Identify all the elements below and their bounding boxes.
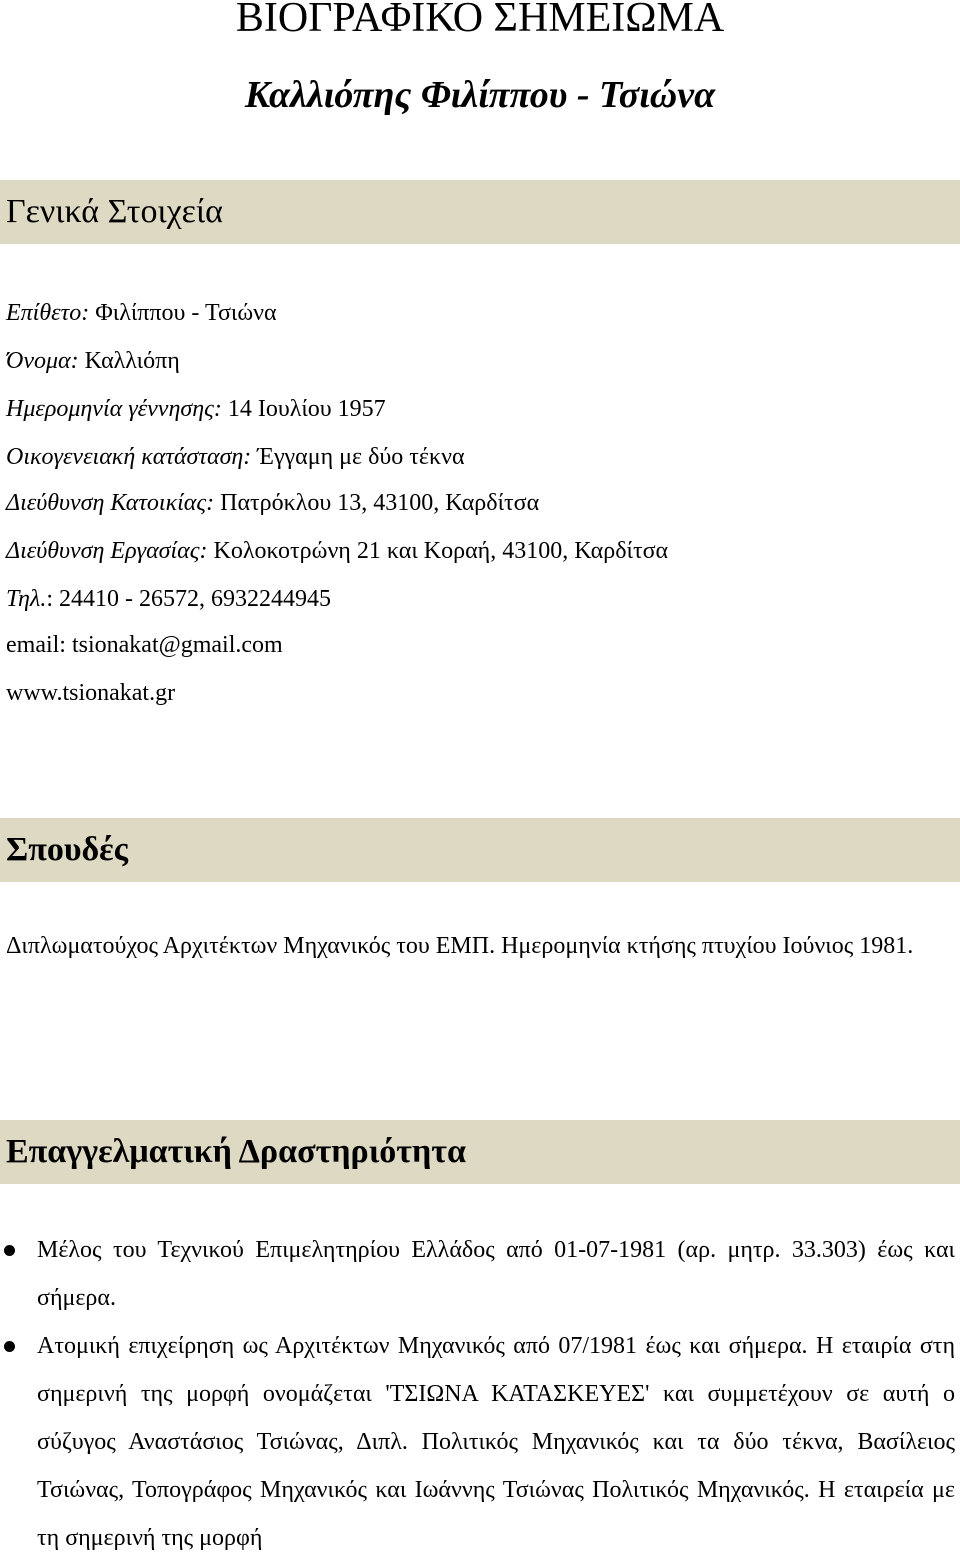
field-label: Διεύθυνση Εργασίας:	[6, 538, 208, 564]
field-label: Όνομα:	[6, 348, 79, 374]
field-surname	[6, 298, 277, 328]
field-value: Καλλιόπη	[78, 348, 180, 374]
studies-text: Διπλωματούχος Αρχιτέκτων Μηχανικός του ΕΜΠ. Ημερομηνία κτήσης πτυχίου Ιούνιος 1981.	[6, 933, 914, 959]
field-home-address	[6, 488, 539, 518]
field-label: Διεύθυνση Κατοικίας:	[6, 490, 215, 516]
field-value: Πατρόκλου 13, 43100, Καρδίτσα	[214, 490, 540, 516]
list-item	[0, 1226, 955, 1322]
website-link[interactable]: www.tsionakat.gr	[6, 680, 176, 706]
list-item-text: Μέλος του Τεχνικού Επιμελητηρίου Ελλάδος από 01-07-1981 (αρ. μητρ. 33.303) έως και σήμερα.	[37, 1237, 955, 1311]
field-marital-status	[6, 442, 465, 472]
field-work-address	[6, 536, 668, 566]
field-value: Έγγαμη με δύο τέκνα	[251, 444, 465, 470]
document-title: ΒΙΟΓΡΑΦΙΚΟ ΣΗΜΕΙΩΜΑ	[235, 0, 725, 41]
field-value: : 24410 - 26572, 6932244945	[46, 586, 331, 612]
list-item	[0, 1322, 955, 1562]
bullet-icon	[4, 1245, 15, 1256]
field-birthdate	[6, 394, 386, 424]
field-value: 14 Ιουλίου 1957	[221, 396, 386, 422]
field-phone	[6, 584, 331, 614]
bullet-icon	[4, 1341, 15, 1352]
section-header-professional: Επαγγελματική Δραστηριότητα	[0, 1120, 960, 1184]
field-name	[6, 346, 180, 376]
field-label: Επίθετο:	[6, 300, 90, 326]
section-header-studies: Σπουδές	[0, 818, 960, 882]
document-subtitle: Καλλιόπης Φιλίππου - Τσιώνα	[244, 74, 716, 116]
field-value: Κολοκοτρώνη 21 και Κοραή, 43100, Καρδίτσα	[207, 538, 669, 564]
field-label: Τηλ.	[6, 586, 47, 612]
section-header-general: Γενικά Στοιχεία	[0, 180, 960, 244]
email-link[interactable]: email: tsionakat@gmail.com	[6, 632, 283, 658]
field-value: Φιλίππου - Τσιώνα	[89, 300, 277, 326]
field-label: Ημερομηνία γέννησης:	[6, 396, 222, 422]
professional-list	[0, 1226, 960, 1562]
list-item-text: Ατομική επιχείρηση ως Αρχιτέκτων Μηχανικός από 07/1981 έως και σήμερα. Η εταιρία στη σημερινή της μορφή ονομάζεται 'ΤΣΙΩΝΑ ΚΑΤΑΣΚΕΥΕΣ' και συμμετέχουν σε αυτή ο σύζυγος Αναστάσιος Τσιώνας, Διπλ. Πολιτικός Μηχανικός και τα δύο τέκνα, Βασίλειος Τσιώνας, Τοπογράφος Μηχανικός και Ιωάννης Τσιώνας Πολιτικός Μηχανικός. Η εταιρεία με τη σημερινή της μορφή	[37, 1333, 955, 1551]
field-label: Οικογενειακή κατάσταση:	[6, 444, 252, 470]
